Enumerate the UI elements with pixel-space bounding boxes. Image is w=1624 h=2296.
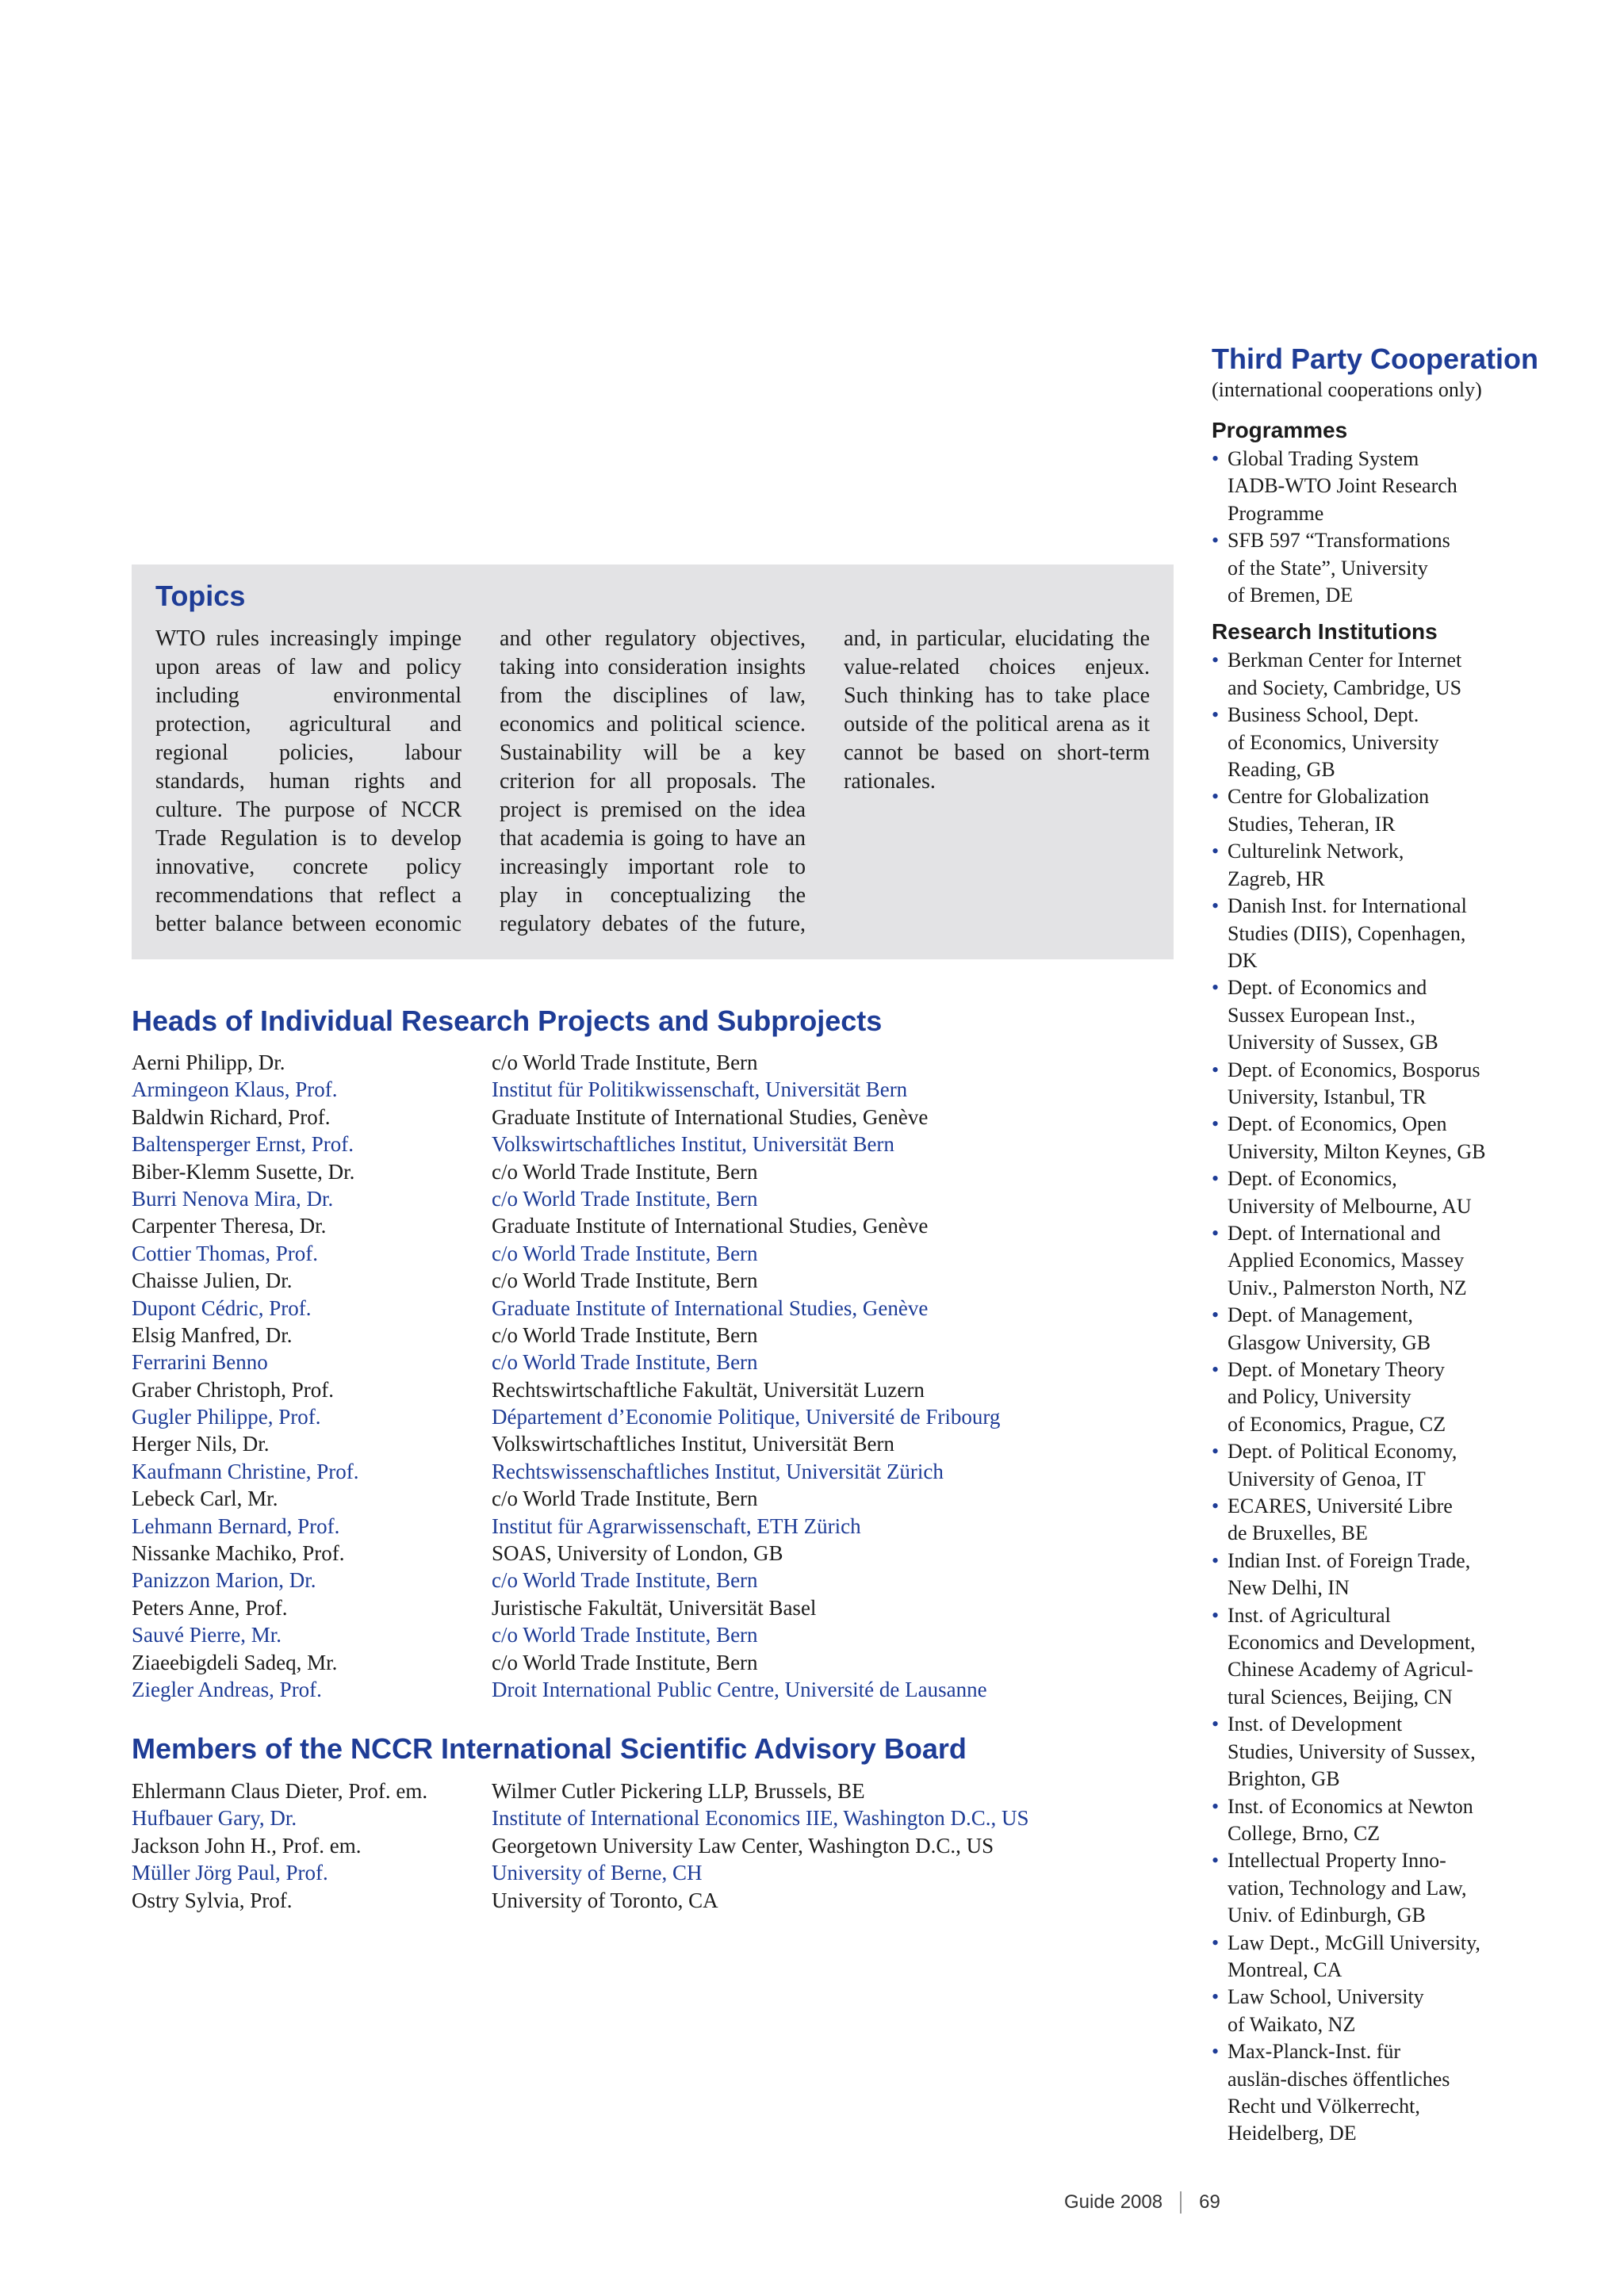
person-name: Baltensperger Ernst, Prof. xyxy=(132,1132,354,1157)
programme-item xyxy=(1212,527,1545,609)
institution-item-text: Max-Planck-Inst. für auslän-disches öffentliches Recht und Völkerrecht, Heidelberg, DE xyxy=(1228,2040,1450,2145)
heads-row xyxy=(132,1376,1194,1403)
person-name: Dupont Cédric, Prof. xyxy=(132,1295,312,1320)
heads-row xyxy=(132,1485,1194,1512)
institution-item xyxy=(1212,1438,1545,1493)
person-name: Carpenter Theresa, Dr. xyxy=(132,1214,327,1238)
person-name: Ehlermann Claus Dieter, Prof. em. xyxy=(132,1779,428,1803)
institution-item-text: Dept. of Economics and Sussex European Inst., University of Sussex, GB xyxy=(1228,976,1438,1054)
person-name: Müller Jörg Paul, Prof. xyxy=(132,1861,328,1885)
person-name: Ostry Sylvia, Prof. xyxy=(132,1888,293,1912)
person-name: Jackson John H., Prof. em. xyxy=(132,1833,362,1858)
third-party-heading: Third Party Cooperation xyxy=(1212,342,1539,375)
person-name: Elsig Manfred, Dr. xyxy=(132,1322,293,1347)
programmes-list xyxy=(1212,446,1545,609)
heads-row xyxy=(132,1322,1194,1349)
bullet-icon: • xyxy=(1212,447,1220,470)
topics-paragraph: WTO rules increasingly impinge upon areas of law and policy including environmental protection, agricultural and regional policies, labour standards, human rights and culture. The purpose of NCCR Trade Regulation is to develop innovative, concrete policy recommendations that reflect a better balance between economic and other regulatory objectives, taking into consideration insights from the disciplines of law, economics and political science. Sustainability will be a key criterion for all proposals. The project is premised on the idea that academia is going to have an increasingly important role to play in conceptualizing the regulatory debates of the future, and, in particular, elucidating the value-related choices enjeux. Such thinking has to take place outside of the political arena as it cannot be based on short-term rationales. xyxy=(155,626,1150,936)
institution-name: Institute of International Economics IIE, Washington D.C., US xyxy=(492,1806,1029,1831)
third-party-note: (international cooperations only) xyxy=(1212,378,1482,401)
bullet-icon: • xyxy=(1212,1849,1220,1873)
heads-list xyxy=(132,1049,1194,1703)
person-name: Chaisse Julien, Dr. xyxy=(132,1269,293,1293)
person-name: Ziegler Andreas, Prof. xyxy=(132,1677,322,1701)
institution-item-text: Business School, Dept. of Economics, University Reading, GB xyxy=(1228,703,1439,782)
guide-label: Guide 2008 xyxy=(1064,2191,1163,2213)
institution-name: Wilmer Cutler Pickering LLP, Brussels, BE xyxy=(492,1779,865,1803)
board-row xyxy=(132,1832,1194,1859)
institution-name: University of Berne, CH xyxy=(492,1861,703,1885)
institution-name: Volkswirtschaftliches Institut, Universität Bern xyxy=(492,1432,894,1456)
bullet-icon: • xyxy=(1212,649,1220,672)
institution-name: c/o World Trade Institute, Bern xyxy=(492,1322,758,1347)
institution-item xyxy=(1212,974,1545,1056)
bullet-icon: • xyxy=(1212,2040,1220,2064)
bullet-icon: • xyxy=(1212,1931,1220,1954)
bullet-icon: • xyxy=(1212,529,1220,553)
institution-item-text: Culturelink Network, Zagreb, HR xyxy=(1228,840,1404,890)
heads-row xyxy=(132,1621,1194,1648)
bullet-icon: • xyxy=(1212,785,1220,809)
heads-row xyxy=(132,1649,1194,1676)
heads-row xyxy=(132,1131,1194,1158)
institution-name: c/o World Trade Institute, Bern xyxy=(492,1623,758,1647)
person-name: Herger Nils, Dr. xyxy=(132,1432,270,1456)
heads-row xyxy=(132,1540,1194,1567)
institution-item-text: Dept. of International and Applied Economics, Massey Univ., Palmerston North, NZ xyxy=(1228,1221,1467,1299)
institution-item-text: Danish Inst. for International Studies (DIIS), Copenhagen, DK xyxy=(1228,894,1467,972)
heads-row xyxy=(132,1185,1194,1212)
institution-item-text: Law Dept., McGill University, Montreal, CA xyxy=(1228,1931,1480,1981)
institution-name: Graduate Institute of International Studies, Genève xyxy=(492,1214,929,1238)
institution-name: c/o World Trade Institute, Bern xyxy=(492,1487,758,1511)
institution-item-text: Berkman Center for Internet and Society, Cambridge, US xyxy=(1228,649,1462,699)
institution-name: Volkswirtschaftliches Institut, Universität Bern xyxy=(492,1132,894,1157)
heads-row xyxy=(132,1594,1194,1621)
institution-item xyxy=(1212,1984,1545,2038)
heads-row xyxy=(132,1267,1194,1294)
institution-name: c/o World Trade Institute, Bern xyxy=(492,1186,758,1211)
person-name: Lebeck Carl, Mr. xyxy=(132,1487,278,1511)
footer-divider xyxy=(1180,2191,1182,2214)
bullet-icon: • xyxy=(1212,1712,1220,1736)
person-name: Gugler Philippe, Prof. xyxy=(132,1405,321,1429)
bullet-icon: • xyxy=(1212,894,1220,918)
institution-name: c/o World Trade Institute, Bern xyxy=(492,1159,758,1184)
institution-name: Département d’Economie Politique, Université de Fribourg xyxy=(492,1405,1001,1429)
heads-row xyxy=(132,1295,1194,1322)
heads-row xyxy=(132,1240,1194,1267)
institution-item xyxy=(1212,1302,1545,1357)
institution-item xyxy=(1212,1711,1545,1793)
institution-name: c/o World Trade Institute, Bern xyxy=(492,1568,758,1593)
heads-row xyxy=(132,1676,1194,1703)
institution-name: Graduate Institute of International Studies, Genève xyxy=(492,1295,929,1320)
institution-item xyxy=(1212,1057,1545,1112)
heads-row xyxy=(132,1349,1194,1376)
institution-name: Rechtswissenschaftliches Institut, Universität Zürich xyxy=(492,1459,944,1483)
heads-row xyxy=(132,1049,1194,1076)
institution-name: Institut für Agrarwissenschaft, ETH Zürich xyxy=(492,1513,861,1538)
institution-name: Institut für Politikwissenschaft, Universität Bern xyxy=(492,1077,908,1102)
bullet-icon: • xyxy=(1212,1603,1220,1627)
institution-name: University of Toronto, CA xyxy=(492,1888,718,1912)
person-name: Aerni Philipp, Dr. xyxy=(132,1050,285,1074)
heads-row xyxy=(132,1158,1194,1185)
person-name: Graber Christoph, Prof. xyxy=(132,1377,334,1402)
board-row xyxy=(132,1777,1194,1804)
institution-item xyxy=(1212,893,1545,974)
person-name: Cottier Thomas, Prof. xyxy=(132,1241,318,1265)
programmes-heading: Programmes xyxy=(1212,418,1348,442)
bullet-icon: • xyxy=(1212,1058,1220,1081)
heads-row xyxy=(132,1212,1194,1239)
board-section-heading: Members of the NCCR International Scientific Advisory Board xyxy=(132,1732,967,1765)
page-number: 69 xyxy=(1199,2191,1220,2213)
institution-item xyxy=(1212,1548,1545,1602)
institution-item-text: Centre for Globalization Studies, Teheran, IR xyxy=(1228,785,1430,836)
bullet-icon: • xyxy=(1212,1548,1220,1572)
institution-item-text: Inst. of Development Studies, University of Sussex, Brighton, GB xyxy=(1228,1712,1476,1791)
institution-item-text: Indian Inst. of Foreign Trade, New Delhi, IN xyxy=(1228,1548,1471,1600)
institution-name: Juristische Fakultät, Universität Basel xyxy=(492,1595,817,1620)
bullet-icon: • xyxy=(1212,1358,1220,1381)
heads-section-heading: Heads of Individual Research Projects and Subprojects xyxy=(132,1004,883,1037)
bullet-icon: • xyxy=(1212,1221,1220,1245)
programme-item xyxy=(1212,446,1545,527)
institution-name: c/o World Trade Institute, Bern xyxy=(492,1269,758,1293)
bullet-icon: • xyxy=(1212,1985,1220,2009)
programme-item-text: SFB 597 “Transformations of the State”, University of Bremen, DE xyxy=(1228,529,1450,607)
bullet-icon: • xyxy=(1212,703,1220,727)
bullet-icon: • xyxy=(1212,1794,1220,1818)
topics-columns xyxy=(155,625,1150,942)
person-name: Ferrarini Benno xyxy=(132,1350,268,1375)
bullet-icon: • xyxy=(1212,1112,1220,1136)
institution-item xyxy=(1212,1111,1545,1165)
third-party-column xyxy=(1212,341,1545,2156)
institution-name: SOAS, University of London, GB xyxy=(492,1541,783,1566)
heads-row xyxy=(132,1403,1194,1430)
bullet-icon: • xyxy=(1212,840,1220,863)
institution-item xyxy=(1212,702,1545,783)
institutions-list xyxy=(1212,647,1545,2147)
institution-name: c/o World Trade Institute, Bern xyxy=(492,1350,758,1375)
bullet-icon: • xyxy=(1212,976,1220,1000)
bullet-icon: • xyxy=(1212,1440,1220,1464)
board-row xyxy=(132,1804,1194,1831)
person-name: Armingeon Klaus, Prof. xyxy=(132,1077,338,1102)
institution-item-text: Dept. of Monetary Theory and Policy, University of Economics, Prague, CZ xyxy=(1228,1358,1446,1436)
institution-item xyxy=(1212,2038,1545,2148)
institution-name: Georgetown University Law Center, Washington D.C., US xyxy=(492,1833,994,1858)
institution-item xyxy=(1212,1357,1545,1438)
person-name: Biber-Klemm Susette, Dr. xyxy=(132,1159,355,1184)
institution-name: c/o World Trade Institute, Bern xyxy=(492,1650,758,1674)
topics-box xyxy=(132,564,1174,959)
institution-item-text: Inst. of Agricultural Economics and Development, Chinese Academy of Agricul- tural Sciences, Beijing, CN xyxy=(1228,1603,1476,1709)
heads-row xyxy=(132,1513,1194,1540)
page-footer xyxy=(1064,2191,1220,2214)
institution-item xyxy=(1212,1165,1545,1220)
institutions-heading: Research Institutions xyxy=(1212,619,1438,645)
institution-item xyxy=(1212,1847,1545,1929)
institution-name: Rechtswirtschaftliche Fakultät, Universität Luzern xyxy=(492,1377,925,1402)
person-name: Hufbauer Gary, Dr. xyxy=(132,1806,297,1831)
bullet-icon: • xyxy=(1212,1494,1220,1518)
institution-item-text: Inst. of Economics at Newton College, Brno, CZ xyxy=(1228,1794,1473,1845)
heads-row xyxy=(132,1076,1194,1103)
board-row xyxy=(132,1859,1194,1886)
institution-item xyxy=(1212,838,1545,893)
institution-item-text: Dept. of Economics, Open University, Milton Keynes, GB xyxy=(1228,1112,1486,1163)
institution-name: Graduate Institute of International Studies, Genève xyxy=(492,1104,929,1129)
person-name: Baldwin Richard, Prof. xyxy=(132,1104,331,1129)
person-name: Burri Nenova Mira, Dr. xyxy=(132,1186,334,1211)
institution-item xyxy=(1212,1793,1545,1848)
topics-heading: Topics xyxy=(155,580,246,612)
board-row xyxy=(132,1887,1194,1914)
institution-name: c/o World Trade Institute, Bern xyxy=(492,1241,758,1265)
programme-item-text: Global Trading System IADB-WTO Joint Research Programme xyxy=(1228,447,1457,525)
institution-item xyxy=(1212,1220,1545,1302)
institution-item xyxy=(1212,1930,1545,1984)
bullet-icon: • xyxy=(1212,1167,1220,1191)
institution-item xyxy=(1212,647,1545,702)
institution-item xyxy=(1212,783,1545,838)
heads-row xyxy=(132,1104,1194,1131)
institution-item-text: Dept. of Economics, University of Melbourne, AU xyxy=(1228,1167,1472,1218)
institution-name: Droit International Public Centre, Université de Lausanne xyxy=(492,1677,987,1701)
institution-item-text: Dept. of Economics, Bosporus University, Istanbul, TR xyxy=(1228,1058,1480,1108)
bullet-icon: • xyxy=(1212,1303,1220,1327)
heads-row xyxy=(132,1430,1194,1457)
heads-row xyxy=(132,1458,1194,1485)
heads-row xyxy=(132,1567,1194,1594)
institution-item-text: ECARES, Université Libre de Bruxelles, BE xyxy=(1228,1494,1453,1545)
institution-item xyxy=(1212,1493,1545,1548)
person-name: Lehmann Bernard, Prof. xyxy=(132,1513,340,1538)
institution-item-text: Law School, University of Waikato, NZ xyxy=(1228,1985,1424,2036)
institution-item-text: Dept. of Management, Glasgow University, GB xyxy=(1228,1303,1431,1354)
person-name: Peters Anne, Prof. xyxy=(132,1595,288,1620)
institution-item-text: Intellectual Property Inno- vation, Technology and Law, Univ. of Edinburgh, GB xyxy=(1228,1849,1467,1927)
person-name: Nissanke Machiko, Prof. xyxy=(132,1541,345,1566)
person-name: Kaufmann Christine, Prof. xyxy=(132,1459,359,1483)
board-list xyxy=(132,1777,1194,1914)
person-name: Panizzon Marion, Dr. xyxy=(132,1568,316,1593)
person-name: Sauvé Pierre, Mr. xyxy=(132,1623,282,1647)
institution-item-text: Dept. of Political Economy, University of Genoa, IT xyxy=(1228,1440,1457,1490)
institution-item xyxy=(1212,1602,1545,1712)
institution-name: c/o World Trade Institute, Bern xyxy=(492,1050,758,1074)
person-name: Ziaeebigdeli Sadeq, Mr. xyxy=(132,1650,338,1674)
